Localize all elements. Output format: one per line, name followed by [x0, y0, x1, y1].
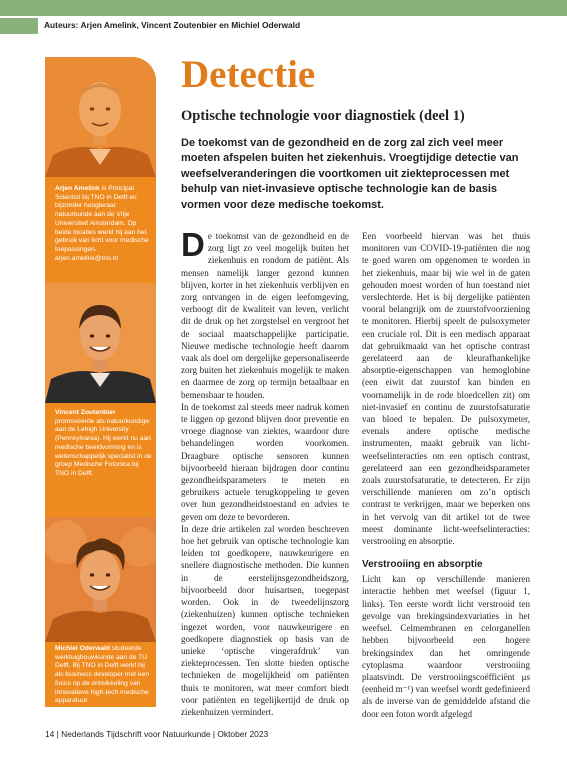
paragraph-gap [362, 547, 530, 558]
author-name: Arjen Amelink [55, 185, 100, 192]
author-bio-text: studeerde werktuigbouwkunde aan de TU Delft. Bij TNO in Delft werkt hij als business developer met een focus op de ontwikkeling van innovatieve high-tech medische apparatuur. [55, 645, 150, 705]
drop-cap: D [181, 226, 205, 263]
page-footer: 14 | Nederlands Tijdschrift voor Natuurkunde | Oktober 2023 [45, 729, 269, 739]
article-title: Detectie [181, 53, 316, 96]
body-paragraph-text: e toekomst van de gezondheid en de zorg ligt zo veel mogelijk buiten het ziekenhuis en rondom de patiënt. Als mensen namelijk langer gezond kunnen blijven, korter in het ziekenhuis verblijven en zorg ontvangen in de eigen leefomgeving, verhoogt dit de kwaliteit van leven, verlicht dit de druk op het zorgstelsel en vergroot het de sociaal maatschappelijke participatie. Nieuwe medische technologie heeft daarom vaak als doel om dergelijke gepersonaliseerde zorg buiten het ziekenhuis mogelijk te maken en daarmee de zorg op termijn betaalbaar en bemensbaar te houden. [181, 231, 349, 400]
article-lead: De toekomst van de gezondheid en de zorg zal zich veel meer moeten afspelen buiten het ziekenhuis. Vroegtijdige detectie van weefselveranderingen die voortkomen uit ziekteprocessen met behulp van niet-invasieve optische technologie kan de basis vormen voor deze medische toekomst. [181, 137, 519, 211]
authors-bar [0, 16, 567, 38]
authors-color-swatch [0, 18, 38, 34]
article-subtitle: Optische technologie voor diagnostiek (deel 1) [181, 108, 465, 124]
author-bio-amelink [55, 185, 152, 263]
body-paragraph: In deze drie artikelen zal worden beschreven hoe het gebruik van optische technologie kan leiden tot goedkopere, nauwkeurigere en snellere diagnostische methoden. Die kunnen in de eerstelijnsgezondheidszorg, bijvoorbeeld door huisartsen, toegepast worden. Ook in de tweedelijnszorg (ziekenhuizen) kunnen optische technieken ingezet worden, voor nauwkeurigere en goedkopere diagnostiek op basis van de unieke ‘optische vingerafdruk’ van ziekteprocessen. Ten slotte bieden optische technieken de mogelijkheid om patiënten thuis te monitoren, wat meer comfort biedt voor patiënten en tegelijkertijd de druk op ziekenhuizen vermindert. [181, 523, 349, 717]
authors-line: Auteurs: Arjen Amelink, Vincent Zoutenbier en Michiel Oderwald [44, 20, 301, 30]
author-photo-oderwald [45, 517, 156, 642]
author-bio-oderwald [55, 645, 152, 706]
author-name: Vincent Zoutenbier [55, 409, 116, 416]
author-photo-zoutenbier [45, 283, 156, 403]
body-column-1 [181, 226, 349, 718]
body-paragraph: Een voorbeeld hiervan was het thuis monitoren van COVID-19-patiënten die nog te goed waren om opgenomen te worden in het ziekenhuis, maar bij wie wel in de gaten gehouden moest worden of hun toestand niet verslechterde. Het is bij dergelijke patiënten vooral belangrijk om de zuurstofvoorziening te monitoren. Hierbij speelt de pulsoxymeter een cruciale rol. Dit is een medisch apparaat dat gebruikmaakt van het optische contrast gerelateerd aan de kleurafhankelijke absorptie-eigenschappen van hemoglobine (een eiwit dat zuurstof kan binden en voornamelijk in de rode bloedcellen zit) om niet-invasief en continu de zuurstofsaturatie van bloed te bepalen. De pulsoxymeter, evenals andere optische medische instrumenten, maakt gebruik van licht-weefselinteracties om een optisch contrast, gerelateerd aan een gezondheidsparameter zoals zuurstofsaturatie, te detecteren. Er zijn verschillende manieren om zo’n optisch contrast te verkrijgen, maar we beperken ons in het vervolg van dit artikel tot de twee meest dominante licht-weefselinteracties: verstrooiing en absorptie. [362, 231, 530, 547]
author-bio-text: is Principal Scientist bij TNO in Delft en bijzonder hoogleraar natuurkunde aan de Vrije Universiteit Amsterdam. Op beide locaties werkt hij aan het gebruik van licht voor medische toepassingen. arjen.amelink@tno.nl [55, 185, 149, 262]
top-color-stripe [0, 0, 567, 16]
author-photo-amelink [45, 57, 156, 177]
body-paragraph: Licht kan op verschillende manieren interactie hebben met weefsel (figuur 1, links). Ten eerste wordt licht verstrooid ten gevolge van brekingsindexvariaties in het weefsel. Celmembranen en celorganellen hebben bijvoorbeeld een hogere brekingsindex dan het omringende cytoplasma waardoor verstrooiing plaatsvindt. De verstrooiingscoëfficiënt μs (eenheid m⁻¹) van weefsel wordt gedefinieerd als de inverse van de gemiddelde afstand die door een foton wordt afgelegd [362, 574, 530, 719]
author-name: Michiel Oderwald [55, 645, 110, 652]
author-bio-zoutenbier [55, 409, 152, 479]
body-paragraph [181, 226, 349, 401]
body-paragraph: In de toekomst zal steeds meer nadruk komen te liggen op gezond blijven door preventie en vroege diagnose van ziektes, waardoor dure behandelingen worden voorkomen. Draagbare optische sensoren kunnen bijvoorbeeld hieraan bijdragen door continu gezondheidsparameters te meten en gebruikers actuele terugkoppeling te geven over hun gezondheidstoestand en advies te geven om deze te bevorderen. [181, 401, 349, 522]
section-heading: Verstrooiing en absorptie [362, 559, 483, 571]
author-sidebar [45, 57, 156, 707]
body-column-2 [362, 230, 530, 720]
author-bio-text: promoveerde als natuurkundige aan de Lehigh University (Pennsylvania). Hij werkt nu aan medische beeldvorming en is wetenschappelijk specialist in de groep Medische Fotonica bij TNO in Delft. [55, 417, 152, 477]
